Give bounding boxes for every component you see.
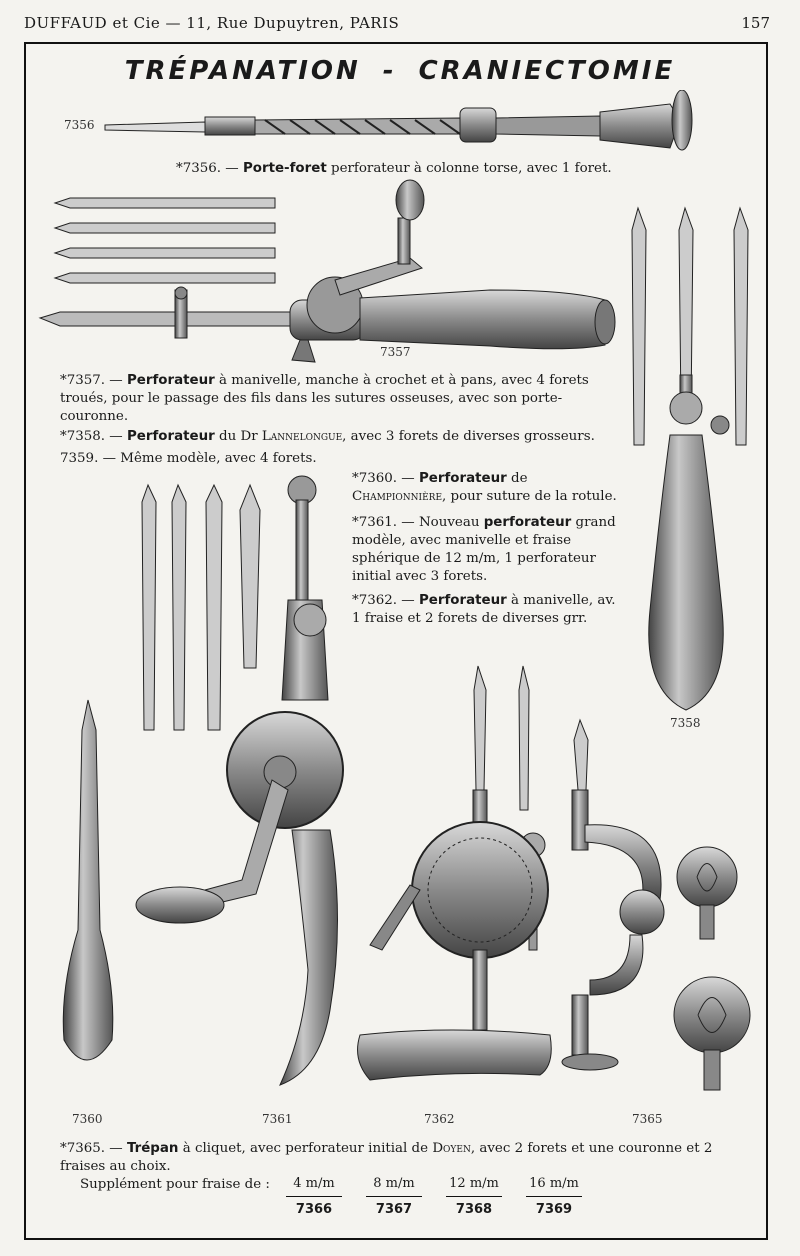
- caption-7357: *7357. — Perforateur à manivelle, manche à crochet et à pans, avec 4 forets troués, pour le passage des fils dans les sutures osseuses, avec son porte-couronne.: [60, 373, 589, 424]
- caption-7360: *7360. — Perforateur de Championnière, pour suture de la rotule.: [352, 471, 617, 504]
- supplement-size: 16 m/m: [529, 1176, 579, 1191]
- caption-7365: *7365. — Trépan à cliquet, avec perforateur initial de Doyen, avec 2 forets et une couronne et 2 fraises au choix.: [60, 1141, 713, 1174]
- page-number: 157: [741, 14, 770, 32]
- figure-number-7362: 7362: [424, 1112, 455, 1126]
- fraction-rule: [446, 1196, 502, 1197]
- supplement-size: 8 m/m: [373, 1176, 415, 1191]
- perforateur-7362-illustration: [358, 666, 552, 1080]
- caption-7358: *7358. — Perforateur du Dr Lannelongue, avec 3 forets de diverses grosseurs.: [60, 429, 595, 444]
- figure-number-7358: 7358: [670, 716, 701, 730]
- title-dash: -: [382, 56, 397, 86]
- fraction-rule: [366, 1196, 422, 1197]
- caption-7361: *7361. — Nouveau perforateur grand modèle, avec manivelle et fraise sphérique de 12 m/m, 1 perforateur initial avec 3 forets.: [352, 515, 616, 584]
- title-right: CRANIECTOMIE: [418, 56, 676, 86]
- perforateur-7361-illustration: [136, 476, 343, 1085]
- supplement-label: Supplément pour fraise de :: [80, 1177, 270, 1192]
- caption-7359: 7359. — Même modèle, avec 4 forets.: [60, 451, 317, 466]
- perforateur-7360-illustration: [63, 700, 113, 1060]
- fraction-rule: [286, 1196, 342, 1197]
- fraction-rule: [526, 1196, 582, 1197]
- supplement-code: 7368: [455, 1202, 493, 1217]
- supplement-code: 7369: [535, 1202, 573, 1217]
- figure-number-7360: 7360: [72, 1112, 103, 1126]
- running-header: DUFFAUD et Cie — 11, Rue Dupuytren, PARIS: [24, 14, 400, 32]
- porte-foret-illustration: [105, 90, 692, 150]
- drills-7361: [142, 485, 260, 730]
- supplement-size: 12 m/m: [449, 1176, 499, 1191]
- perforateur-7358-illustration: [649, 375, 729, 710]
- title-left: TRÉPANATION: [124, 56, 361, 86]
- figure-number-7356: 7356: [64, 118, 95, 132]
- figure-number-7357: 7357: [380, 345, 411, 359]
- page-title: [0, 56, 800, 86]
- caption-7356: *7356. — Porte-foret perforateur à colonne torse, avec 1 foret.: [176, 161, 612, 176]
- caption-7362: *7362. — Perforateur à manivelle, av. 1 fraise et 2 forets de diverses grr.: [352, 593, 616, 626]
- supplement-size: 4 m/m: [293, 1176, 335, 1191]
- figure-number-7365: 7365: [632, 1112, 663, 1126]
- supplement-code: 7366: [295, 1202, 333, 1217]
- supplement-code: 7367: [375, 1202, 413, 1217]
- drills-7357: [55, 198, 275, 283]
- trepan-7365-illustration: [562, 720, 750, 1090]
- figure-number-7361: 7361: [262, 1112, 293, 1126]
